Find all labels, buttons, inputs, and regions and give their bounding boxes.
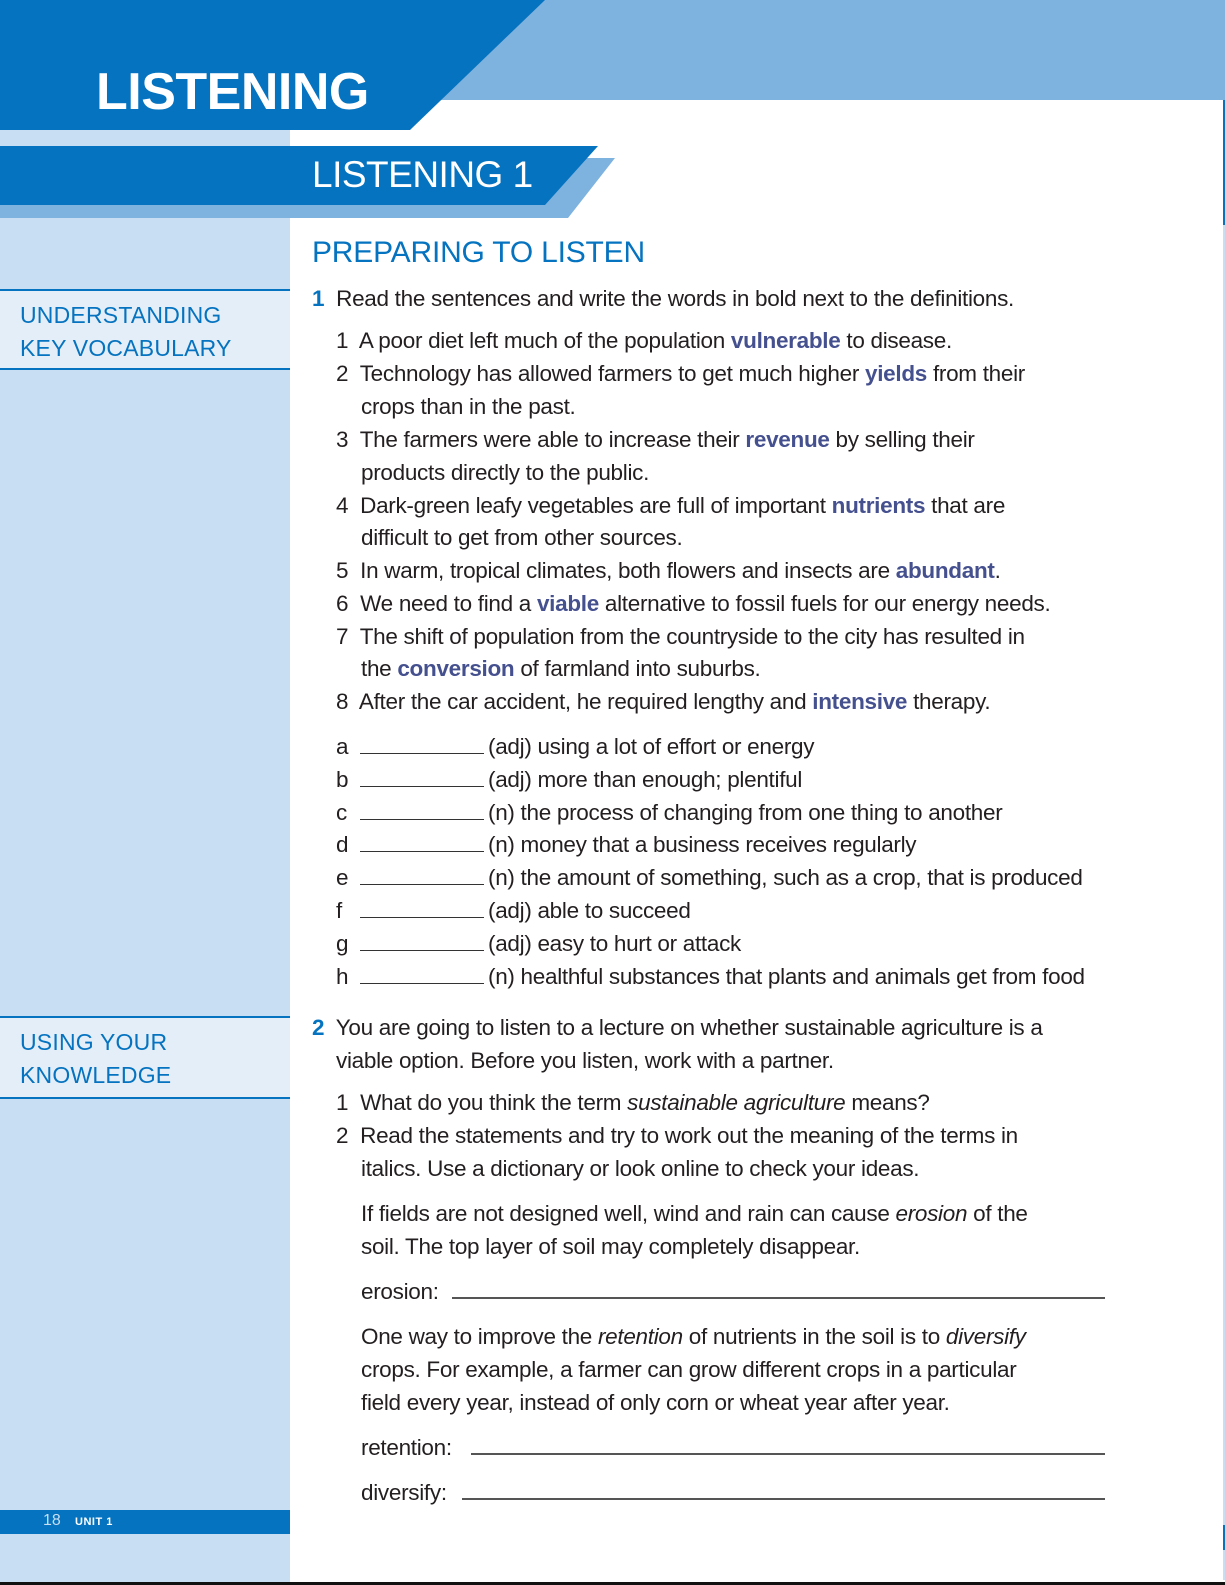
statement-1	[361, 1197, 1028, 1230]
definition-row	[336, 796, 1002, 829]
definition-row	[336, 927, 741, 960]
statement-2-cont: crops. For example, a farmer can grow different crops in a particular	[361, 1357, 1017, 1382]
item-number: 1	[336, 1090, 349, 1115]
sentence-text: to disease.	[840, 328, 952, 353]
answer-blank[interactable]	[360, 831, 484, 852]
page-title: PREPARING TO LISTEN	[312, 236, 645, 269]
keyword: conversion	[397, 656, 515, 681]
sentence-text: We need to find a	[360, 591, 537, 616]
sentence-7	[336, 620, 1025, 653]
question-1	[336, 1086, 930, 1119]
sentence-text: In warm, tropical climates, both flowers and insects are	[360, 558, 896, 583]
instruction-text: Read the sentences and write the words in bold next to the definitions.	[336, 286, 1015, 311]
definition-text: (adj) able to succeed	[488, 898, 691, 923]
italic-term: diversify	[945, 1324, 1026, 1349]
definition-letter: e	[336, 865, 349, 890]
sentence-2-cont: crops than in the past.	[361, 394, 576, 419]
italic-term: erosion	[895, 1201, 968, 1226]
statement-text: of nutrients in the soil is to	[682, 1324, 946, 1349]
exercise-2-instruction-cont: viable option. Before you listen, work with a partner.	[336, 1048, 834, 1073]
sentence-text: of farmland into suburbs.	[514, 656, 761, 681]
unit-label: UNIT 1	[75, 1516, 113, 1528]
erosion-label: erosion:	[361, 1279, 439, 1304]
question-2	[336, 1119, 1018, 1152]
sidebar-label-using-knowledge	[0, 1016, 290, 1099]
exercise-2-instruction	[312, 1011, 1043, 1044]
keyword: abundant	[895, 558, 995, 583]
definition-letter: f	[336, 898, 342, 923]
erosion-answer-line[interactable]	[452, 1297, 1105, 1299]
sentence-text: After the car accident, he required lengthy and	[358, 689, 813, 714]
statement-text: One way to improve the	[361, 1324, 598, 1349]
sidebar-label-text	[20, 1026, 171, 1092]
definition-text: (adj) using a lot of effort or energy	[488, 734, 815, 759]
definition-letter: g	[336, 931, 349, 956]
sentence-text: from their	[927, 361, 1025, 386]
item-number: 2	[336, 1123, 349, 1148]
header-strip	[0, 130, 290, 146]
sentence-text: therapy.	[907, 689, 991, 714]
statement-text: of the	[967, 1201, 1028, 1226]
sentence-3-cont: products directly to the public.	[361, 460, 650, 485]
answer-blank[interactable]	[360, 733, 484, 754]
definition-text: (n) the process of changing from one thing to another	[488, 800, 1003, 825]
diversify-answer-line[interactable]	[462, 1498, 1105, 1500]
answer-blank[interactable]	[360, 766, 484, 787]
definition-text: (n) healthful substances that plants and animals get from food	[488, 964, 1085, 989]
sentence-4-cont: difficult to get from other sources.	[361, 525, 683, 550]
answer-blank[interactable]	[360, 963, 484, 984]
sentence-3	[336, 423, 975, 456]
sidebar-label-key-vocabulary	[0, 289, 290, 370]
sentence-2	[336, 357, 1025, 390]
answer-blank[interactable]	[360, 799, 484, 820]
sentence-text: The farmers were able to increase their	[359, 427, 746, 452]
sentence-8	[336, 685, 990, 718]
page-number: 18	[43, 1512, 61, 1529]
definition-letter: c	[336, 800, 347, 825]
statement-2-cont: field every year, instead of only corn or wheat year after year.	[361, 1390, 950, 1415]
item-number: 3	[336, 427, 349, 452]
definition-row	[336, 960, 1085, 993]
question-2-cont: italics. Use a dictionary or look online to check your ideas.	[361, 1156, 920, 1181]
sentence-6	[336, 587, 1050, 620]
sentence-text: A poor diet left much of the population	[358, 328, 731, 353]
definition-letter: h	[336, 964, 349, 989]
sentence-text: The shift of population from the countryside to the city has resulted in	[359, 624, 1025, 649]
sentence-5	[336, 554, 1001, 587]
exercise-number: 1	[312, 286, 325, 311]
question-text: Read the statements and try to work out the meaning of the terms in	[360, 1123, 1018, 1148]
keyword: nutrients	[831, 493, 926, 518]
sentence-1	[336, 324, 952, 357]
item-number: 6	[336, 591, 349, 616]
definition-text: (n) money that a business receives regularly	[488, 832, 917, 857]
item-number: 5	[336, 558, 349, 583]
instruction-text: You are going to listen to a lecture on whether sustainable agriculture is a	[335, 1015, 1043, 1040]
sidebar-label-line: KNOWLEDGE	[20, 1062, 172, 1088]
definition-text: (n) the amount of something, such as a crop, that is produced	[488, 865, 1083, 890]
statement-2	[361, 1320, 1026, 1353]
sidebar-label-line: UNDERSTANDING	[20, 302, 222, 328]
sentence-text: that are	[925, 493, 1006, 518]
statement-1-cont: soil. The top layer of soil may completely disappear.	[361, 1234, 860, 1259]
definition-letter: a	[336, 734, 349, 759]
keyword: viable	[536, 591, 599, 616]
sentence-text: the	[361, 656, 398, 681]
retention-answer-line[interactable]	[471, 1453, 1105, 1455]
sidebar-label-line: USING YOUR	[20, 1029, 168, 1055]
subsection-heading: LISTENING 1	[312, 154, 533, 195]
definition-letter: b	[336, 767, 349, 792]
sentence-text: Dark-green leafy vegetables are full of important	[360, 493, 832, 518]
sentence-text: by selling their	[829, 427, 975, 452]
item-number: 2	[336, 361, 349, 386]
keyword: revenue	[745, 427, 830, 452]
definition-row	[336, 861, 1083, 894]
definition-row	[336, 763, 802, 796]
sidebar-label-line: KEY VOCABULARY	[20, 335, 232, 361]
sidebar-label-text	[20, 299, 232, 365]
definition-text: (adj) more than enough; plentiful	[488, 767, 803, 792]
definition-text: (adj) easy to hurt or attack	[488, 931, 741, 956]
answer-blank[interactable]	[360, 864, 484, 885]
italic-term: retention	[597, 1324, 683, 1349]
answer-blank[interactable]	[360, 930, 484, 951]
answer-blank[interactable]	[360, 897, 484, 918]
question-text: means?	[845, 1090, 930, 1115]
sentence-text: alternative to fossil fuels for our energy needs.	[598, 591, 1051, 616]
definition-row	[336, 894, 691, 927]
sentence-text: .	[994, 558, 1001, 583]
question-text: What do you think the term	[360, 1090, 628, 1115]
item-number: 4	[336, 493, 349, 518]
sidebar	[0, 218, 290, 1582]
sentence-4	[336, 489, 1005, 522]
keyword: vulnerable	[730, 328, 841, 353]
definition-letter: d	[336, 832, 349, 857]
keyword: yields	[865, 361, 927, 386]
italic-term: sustainable agriculture	[627, 1090, 846, 1115]
definition-row	[336, 828, 916, 861]
definition-row	[336, 730, 814, 763]
exercise-number: 2	[312, 1015, 325, 1040]
diversify-label: diversify:	[361, 1480, 447, 1505]
retention-label: retention:	[361, 1435, 452, 1460]
statement-text: If fields are not designed well, wind and rain can cause	[361, 1201, 896, 1226]
item-number: 7	[336, 624, 349, 649]
keyword: intensive	[812, 689, 908, 714]
sentence-text: Technology has allowed farmers to get much higher	[359, 361, 865, 386]
item-number: 1	[336, 328, 349, 353]
item-number: 8	[336, 689, 349, 714]
exercise-1-instruction	[312, 282, 1014, 315]
sentence-7-cont	[361, 652, 760, 685]
section-heading: LISTENING	[96, 63, 369, 121]
